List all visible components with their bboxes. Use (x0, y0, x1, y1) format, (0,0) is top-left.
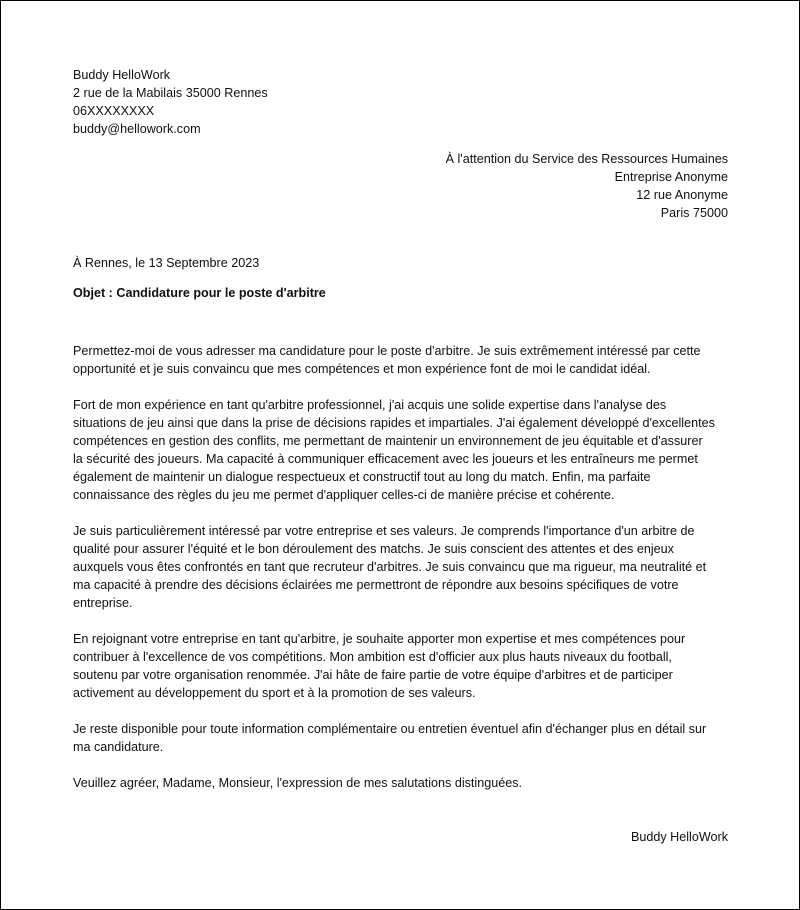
paragraph-line: la sécurité des joueurs. Ma capacité à communiquer efficacement avec les joueurs et les entraîneurs me permet (73, 452, 698, 466)
signature: Buddy HelloWork (630, 830, 728, 844)
paragraph-line: ma candidature. (73, 740, 164, 754)
recipient-block (446, 150, 728, 222)
paragraphs (73, 342, 729, 756)
sender-name: Buddy HelloWork (73, 68, 171, 82)
body-paragraph (73, 396, 729, 504)
paragraph-line: situations de jeu ainsi que dans la prise de décisions rapides et impartiales. J'ai également développé d'excellentes (73, 416, 715, 430)
paragraph-line: connaissance des règles du jeu me permet d'appliquer celles-ci de manière précise et cohérente. (73, 488, 615, 502)
paragraph-line: contribuer à l'excellence de vos compétitions. Mon ambition est d'officier aux plus hauts niveaux du football, (73, 650, 672, 664)
paragraph-line: ma capacité à prendre des décisions éclairées me permettront de répondre aux besoins spécifiques de votre (73, 578, 679, 592)
paragraph-line: activement au développement du sport et à la promotion de ses valeurs. (73, 686, 476, 700)
sender-email: buddy@hellowork.com (73, 122, 201, 136)
body-paragraph (73, 630, 729, 702)
recipient-company: Entreprise Anonyme (614, 170, 728, 184)
paragraph-line: entreprise. (73, 596, 133, 610)
body-paragraph (73, 342, 729, 378)
paragraph-line: qualité pour assurer l'équité et le bon déroulement des matchs. Je suis conscient des attentes et des enjeux (73, 542, 674, 556)
paragraph-line: opportunité et je suis convaincu que mes compétences et mon expérience font de moi le candidat idéal. (73, 362, 651, 376)
sender-block (73, 66, 268, 138)
recipient-street: 12 rue Anonyme (636, 188, 728, 202)
sender-phone: 06XXXXXXXX (73, 104, 155, 118)
paragraph-line: Je reste disponible pour toute information complémentaire ou entretien éventuel afin d'échanger plus en détail sur (73, 722, 707, 736)
paragraph-line: En rejoignant votre entreprise en tant qu'arbitre, je souhaite apporter mon expertise et mes compétences pour (73, 632, 686, 646)
closing-formula: Veuillez agréer, Madame, Monsieur, l'expression de mes salutations distinguées. (73, 776, 523, 790)
recipient-attention: À l'attention du Service des Ressources Humaines (445, 152, 728, 166)
body-paragraph (73, 720, 729, 756)
paragraph-line: auxquels vous êtes confrontés en tant que recruteur d'arbitres. Je suis convaincu que ma rigueur, ma neutralité et (73, 560, 707, 574)
place-date: À Rennes, le 13 Septembre 2023 (73, 256, 260, 270)
sender-address: 2 rue de la Mabilais 35000 Rennes (73, 86, 268, 100)
paragraph-line: Fort de mon expérience en tant qu'arbitre professionnel, j'ai acquis une solide expertise dans l'analyse des (73, 398, 667, 412)
paragraph-line: également de maintenir un dialogue respectueux et constructif tout au long du match. Enfin, ma parfaite (73, 470, 651, 484)
paragraph-line: soutenu par votre organisation renommée. J'ai hâte de faire partie de votre équipe d'arbitres et de participer (73, 668, 673, 682)
letter-body (73, 342, 729, 792)
paragraph-line: Permettez-moi de vous adresser ma candidature pour le poste d'arbitre. Je suis extrêmement intéressé par cette (73, 344, 701, 358)
letter-subject: Objet : Candidature pour le poste d'arbitre (73, 286, 326, 300)
paragraph-line: Je suis particulièrement intéressé par votre entreprise et ses valeurs. Je comprends l'importance d'un arbitre de (73, 524, 695, 538)
recipient-city: Paris 75000 (660, 206, 728, 220)
paragraph-line: compétences en gestion des conflits, me permettant de maintenir un environnement de jeu équitable et d'assurer (73, 434, 703, 448)
body-paragraph (73, 522, 729, 612)
